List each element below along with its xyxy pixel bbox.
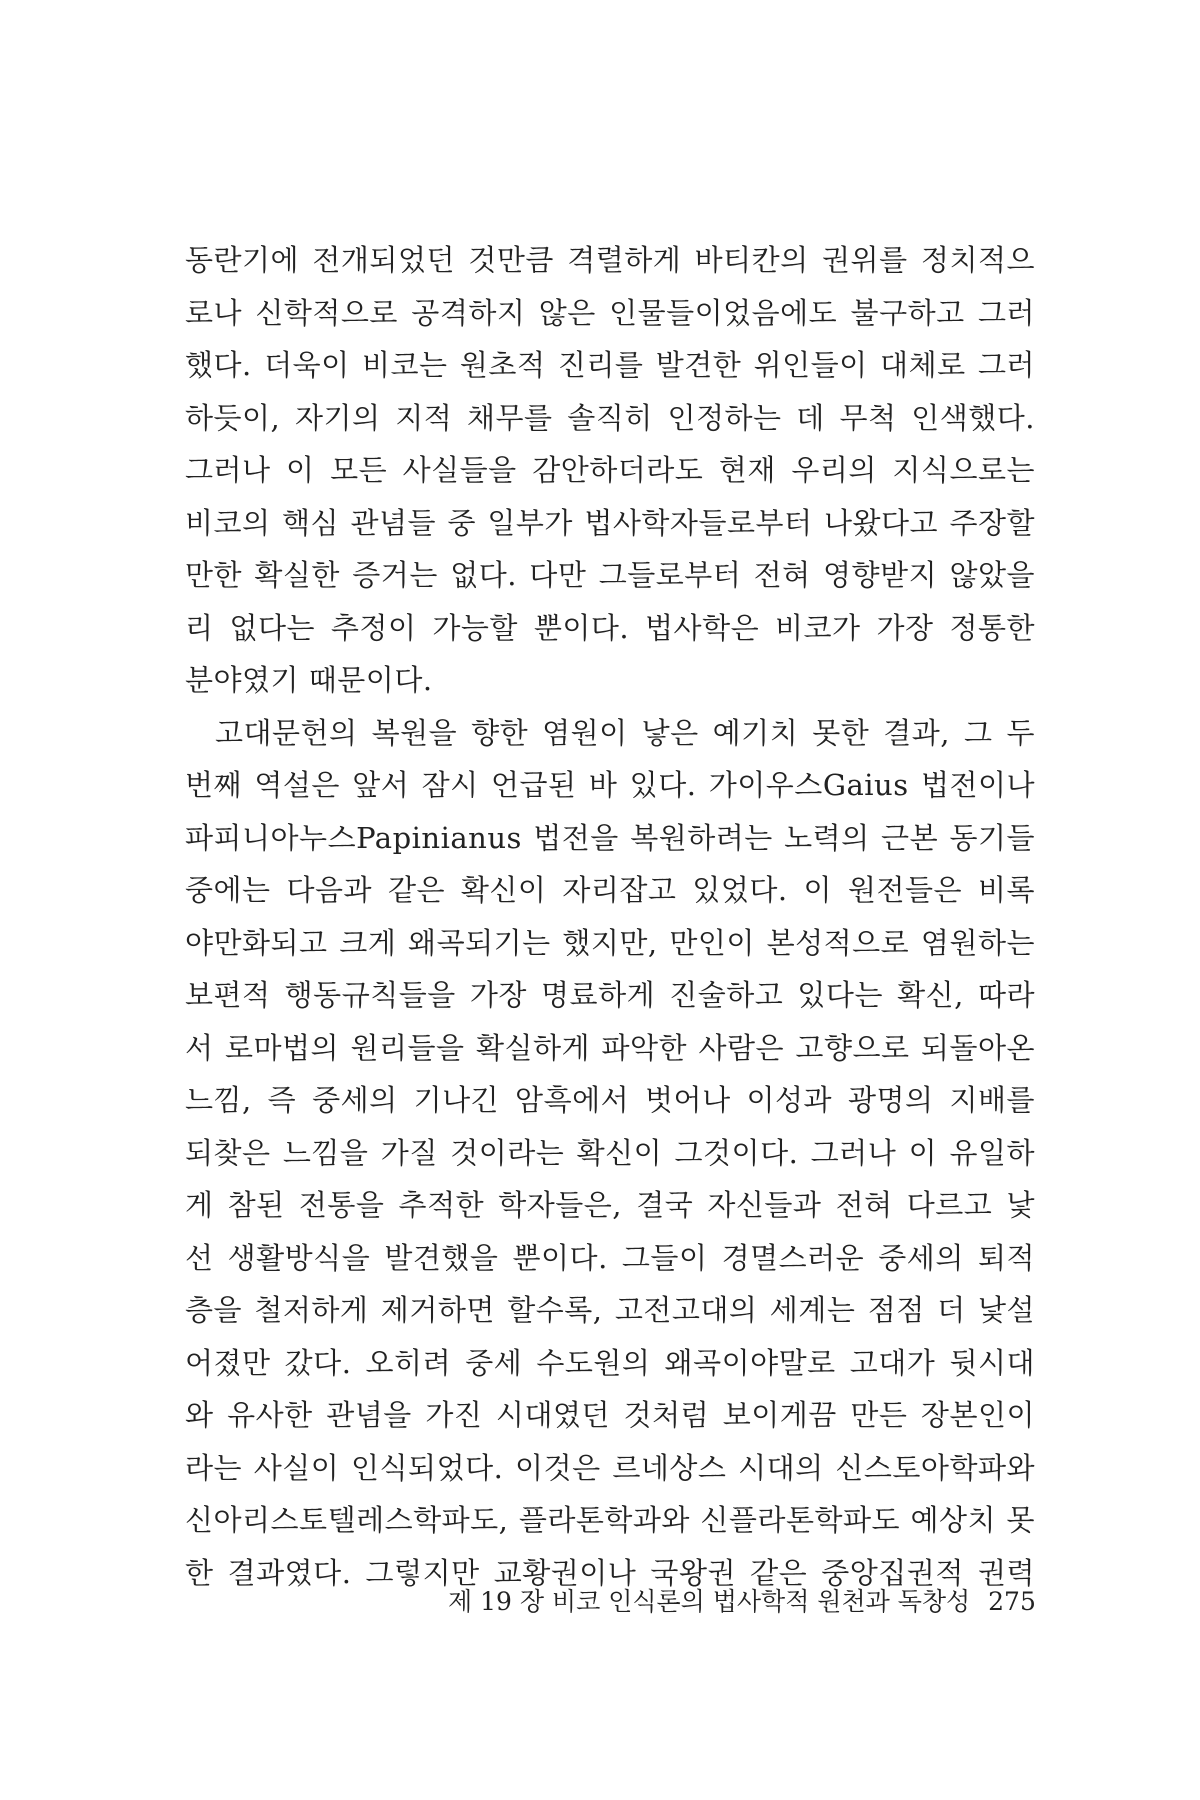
text-line: 로나 신학적으로 공격하지 않은 인물들이었음에도 불구하고 그러 xyxy=(185,295,1035,330)
text-line: 신아리스토텔레스학파도, 플라톤학과와 신플라톤학파도 예상치 못 xyxy=(185,1503,1035,1537)
text-line: 게 참된 전통을 추적한 학자들은, 결국 자신들과 전혀 다르고 낯 xyxy=(185,1188,1035,1222)
text-line: 라는 사실이 인식되었다. 이것은 르네상스 시대의 신스토아학파와 xyxy=(185,1450,1035,1485)
text-line: 리 없다는 추정이 가능할 뿐이다. 법사학은 비코가 가장 정통한 xyxy=(185,610,1035,645)
text-line: 와 유사한 관념을 가진 시대였던 것처럼 보이게끔 만든 장본인이 xyxy=(185,1398,1035,1432)
text-line: 만한 확실한 증거는 없다. 다만 그들로부터 전혀 영향받지 않았을 xyxy=(185,558,1035,592)
text-line: 서 로마법의 원리들을 확실하게 파악한 사람은 고향으로 되돌아온 xyxy=(185,1030,1035,1065)
text-line: 동란기에 전개되었던 것만큼 격렬하게 바티칸의 권위를 정치적으 xyxy=(185,243,1035,277)
text-line: 분야였기 때문이다. xyxy=(185,663,433,697)
text-line: 중에는 다음과 같은 확신이 자리잡고 있었다. 이 원전들은 비록 xyxy=(185,873,1035,907)
text-line: 고대문헌의 복원을 향한 염원이 낳은 예기치 못한 결과, 그 두 xyxy=(215,715,1035,750)
text-line: 선 생활방식을 발견했을 뿐이다. 그들이 경멸스러운 중세의 퇴적 xyxy=(185,1240,1035,1275)
text-line: 어졌만 갔다. 오히려 중세 수도원의 왜곡이야말로 고대가 뒷시대 xyxy=(185,1345,1035,1380)
text-line: 층을 철저하게 제거하면 할수록, 고전고대의 세계는 점점 더 낯설 xyxy=(185,1293,1035,1327)
text-line: 보편적 행동규칙들을 가장 명료하게 진술하고 있다는 확신, 따라 xyxy=(185,978,1035,1012)
text-line: 번째 역설은 앞서 잠시 언급된 바 있다. 가이우스Gaius 법전이나 xyxy=(185,768,1035,802)
text-line: 하듯이, 자기의 지적 채무를 솔직히 인정하는 데 무척 인색했다. xyxy=(185,400,1035,435)
text-line: 그러나 이 모든 사실들을 감안하더라도 현재 우리의 지식으로는 xyxy=(185,453,1035,487)
page-number: 275 xyxy=(988,1587,1036,1616)
text-line: 했다. 더욱이 비코는 원초적 진리를 발견한 위인들이 대체로 그러 xyxy=(185,348,1035,382)
text-line: 한 결과였다. 그렇지만 교황권이나 국왕권 같은 중앙집권적 권력 xyxy=(185,1555,1035,1590)
running-head: 제 19 장 비코 인식론의 법사학적 원천과 독창성 xyxy=(448,1587,971,1616)
text-line: 비코의 핵심 관념들 중 일부가 법사학자들로부터 나왔다고 주장할 xyxy=(185,505,1035,540)
text-line: 되찾은 느낌을 가질 것이라는 확신이 그것이다. 그러나 이 유일하 xyxy=(185,1135,1035,1170)
page-footer xyxy=(448,1582,1036,1622)
text-line: 파피니아누스Papinianus 법전을 복원하려는 노력의 근본 동기들 xyxy=(185,820,1035,855)
text-line: 야만화되고 크게 왜곡되기는 했지만, 만인이 본성적으로 염원하는 xyxy=(185,925,1035,960)
body-text xyxy=(185,234,1035,1599)
text-line: 느낌, 즉 중세의 기나긴 암흑에서 벗어나 이성과 광명의 지배를 xyxy=(185,1083,1035,1117)
